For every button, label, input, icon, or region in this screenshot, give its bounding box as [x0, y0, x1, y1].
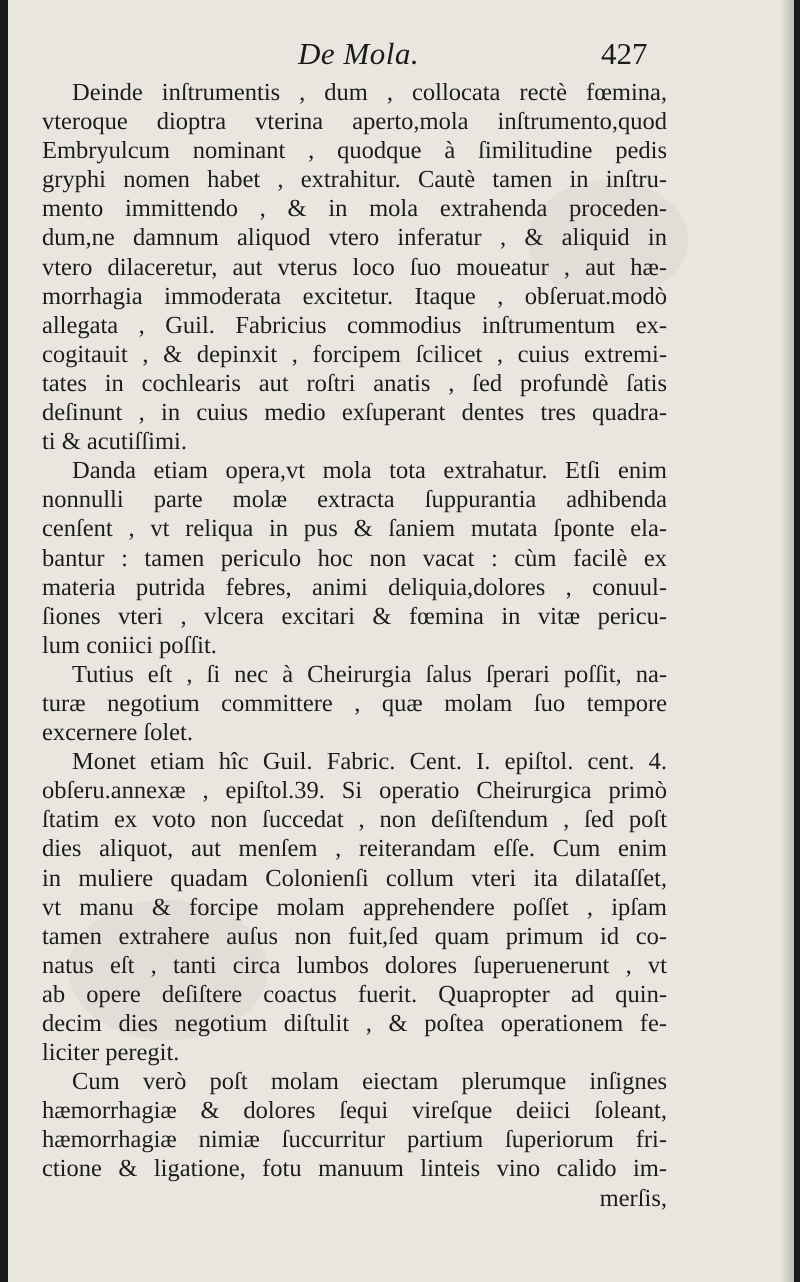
- text-line: materia putrida febres, animi deliquia,dolores , conuul-: [42, 573, 667, 601]
- page-edge-shadow: [780, 0, 794, 1282]
- text-line: Tutius eſt , ſi nec à Cheirurgia ſalus ſperari poſſit, na-: [72, 660, 667, 688]
- text-line: Cum verò poſt molam eiectam plerumque inſignes: [72, 1068, 667, 1096]
- text-line: tates in cochlearis aut roſtri anatis , ſed profundè ſatis: [42, 369, 667, 397]
- text-line: gryphi nomen habet , extrahitur. Cautè tamen in inſtru-: [42, 166, 667, 194]
- paragraph: [42, 747, 667, 1067]
- text-line: vt manu & forcipe molam apprehendere poſſet , ipſam: [42, 893, 667, 921]
- page-header: [8, 36, 794, 80]
- text-line: Monet etiam hîc Guil. Fabric. Cent. I. epiſtol. cent. 4.: [72, 748, 667, 776]
- text-line: in muliere quadam Colonienſi collum vteri ita dilataſſet,: [42, 864, 667, 892]
- paragraph: [42, 456, 667, 660]
- book-page: [8, 0, 794, 1282]
- text-line: morrhagia immoderata excitetur. Itaque , obſeruat.modò: [42, 282, 667, 310]
- body-text: [42, 78, 667, 1213]
- text-line: ti & acutiſſimi.: [42, 428, 187, 456]
- text-line: hæmorrhagiæ nimiæ ſuccurritur partium ſuperiorum fri-: [42, 1126, 667, 1154]
- paragraph: [42, 660, 667, 747]
- text-line: dum,ne damnum aliquod vtero inferatur , & aliquid in: [42, 224, 667, 252]
- text-line: merſis,: [599, 1184, 667, 1212]
- text-line: nonnulli parte molæ extracta ſuppurantia adhibenda: [42, 486, 667, 514]
- text-line: bantur : tamen periculo hoc non vacat : cùm facilè ex: [42, 544, 667, 572]
- text-line: cenſent , vt reliqua in pus & ſaniem mutata ſponte ela-: [42, 515, 667, 543]
- text-line: hæmorrhagiæ & dolores ſequi vireſque deiici ſoleant,: [42, 1097, 667, 1125]
- text-line: dies aliquot, aut menſem , reiterandam eſſe. Cum enim: [42, 835, 667, 863]
- text-line: cogitauit , & depinxit , forcipem ſcilicet , cuius extremi-: [42, 340, 667, 368]
- text-line: ſiones vteri , vlcera excitari & fœmina in vitæ pericu-: [42, 602, 667, 630]
- text-line: natus eſt , tanti circa lumbos dolores ſuperuenerunt , vt: [42, 951, 667, 979]
- text-line: vtero dilaceretur, aut vterus loco ſuo moueatur , aut hæ-: [42, 253, 667, 281]
- text-line: excernere ſolet.: [42, 719, 193, 747]
- page-number: 427: [601, 36, 648, 71]
- text-line: ſtatim ex voto non ſuccedat , non deſiſtendum , ſed poſt: [42, 806, 667, 834]
- text-line: allegata , Guil. Fabricius commodius inſtrumentum ex-: [42, 311, 667, 339]
- running-title: De Mola.: [298, 36, 420, 71]
- text-line: Danda etiam opera,vt mola tota extrahatur. Etſi enim: [72, 457, 667, 485]
- paragraph: [42, 78, 667, 456]
- text-line: ctione & ligatione, fotu manuum linteis vino calido im-: [42, 1155, 667, 1183]
- text-line: ab opere deſiſtere coactus fuerit. Quapropter ad quin-: [42, 980, 667, 1008]
- text-line: vteroque dioptra vterina aperto,mola inſtrumento,quod: [42, 108, 667, 136]
- paragraph: [42, 1067, 667, 1212]
- text-line: turæ negotium committere , quæ molam ſuo tempore: [42, 689, 667, 717]
- text-line: deſinunt , in cuius medio exſuperant dentes tres quadra-: [42, 399, 667, 427]
- text-line: Embryulcum nominant , quodque à ſimilitudine pedis: [42, 137, 667, 165]
- text-line: tamen extrahere auſus non fuit,ſed quam primum id co-: [42, 922, 667, 950]
- text-line: obſeru.annexæ , epiſtol.39. Si operatio Cheirurgica primò: [42, 777, 667, 805]
- text-line: decim dies negotium diſtulit , & poſtea operationem fe-: [42, 1010, 667, 1037]
- text-line: lum coniici poſſit.: [42, 631, 217, 659]
- text-line: Deinde inſtrumentis , dum , collocata rectè fœmina,: [72, 79, 667, 106]
- text-line: mento immittendo , & in mola extrahenda proceden-: [42, 195, 667, 223]
- text-line: liciter peregit.: [42, 1039, 180, 1067]
